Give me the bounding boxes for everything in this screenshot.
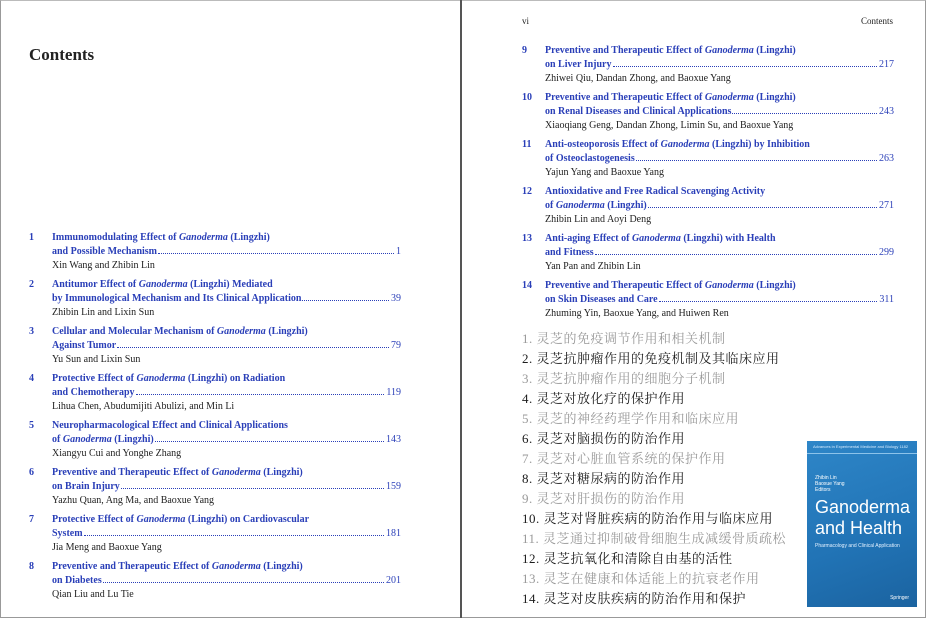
leader-dots bbox=[84, 535, 384, 536]
page-number[interactable]: 39 bbox=[391, 293, 401, 304]
chinese-chapter-title: 1. 灵芝的免疫调节作用和相关机制 bbox=[522, 331, 726, 346]
title-genus: Ganoderma bbox=[555, 200, 605, 211]
chapter-title-tail bbox=[52, 527, 83, 541]
chapter-title-last-line[interactable] bbox=[52, 292, 401, 306]
chapter-authors: Yan Pan and Zhibin Lin bbox=[545, 261, 641, 272]
chapter-title-tail bbox=[545, 58, 612, 72]
page-number[interactable]: 181 bbox=[386, 528, 401, 539]
title-text: (Lingzhi) bbox=[111, 434, 154, 445]
chapter-title-line[interactable] bbox=[52, 278, 401, 292]
page-number[interactable]: 271 bbox=[879, 200, 894, 211]
chapter-title-tail bbox=[545, 293, 658, 307]
title-text: (Lingzhi) with Health bbox=[680, 233, 776, 244]
title-text: on Renal Diseases and Clinical Applications bbox=[545, 106, 732, 117]
leader-dots bbox=[648, 207, 877, 208]
toc-entry-body bbox=[545, 44, 894, 86]
leader-dots bbox=[659, 301, 878, 302]
toc-entry-body bbox=[52, 325, 401, 367]
title-text: (Lingzhi) bbox=[227, 232, 270, 243]
title-genus: Ganoderma bbox=[211, 561, 261, 572]
title-text: by Immunological Mechanism and Its Clinical Application bbox=[52, 293, 302, 304]
chapter-title-last-line[interactable] bbox=[52, 433, 401, 447]
title-text: Preventive and Therapeutic Effect of bbox=[52, 467, 212, 478]
title-text: Preventive and Therapeutic Effect of bbox=[545, 45, 705, 56]
chapter-authors: Yazhu Quan, Ang Ma, and Baoxue Yang bbox=[52, 495, 215, 506]
title-text: and Fitness bbox=[545, 247, 594, 258]
page-number[interactable]: 299 bbox=[879, 247, 894, 258]
chinese-chapter-title: 8. 灵芝对糖尿病的防治作用 bbox=[522, 471, 686, 486]
chapter-title-tail bbox=[52, 292, 301, 306]
chapter-title-last-line[interactable] bbox=[52, 386, 401, 400]
cover-publisher: Springer bbox=[890, 595, 909, 601]
chapter-number: 10 bbox=[522, 92, 532, 103]
leader-dots bbox=[732, 113, 877, 114]
chapter-title-last-line[interactable] bbox=[545, 58, 894, 72]
chapter-title-last-line[interactable] bbox=[52, 574, 401, 588]
title-text: Neuropharmacological Effect and Clinical Applications bbox=[52, 420, 288, 431]
chapter-title-last-line[interactable] bbox=[545, 199, 894, 213]
chapter-authors: Xin Wang and Zhibin Lin bbox=[52, 260, 155, 271]
chapter-number: 9 bbox=[522, 45, 527, 56]
chinese-chapter-title: 13. 灵芝在健康和体适能上的抗衰老作用 bbox=[522, 571, 760, 586]
chapter-authors: Lihua Chen, Abudumijiti Abulizi, and Min Li bbox=[52, 401, 235, 412]
chapter-number: 6 bbox=[29, 467, 34, 478]
chapter-title-line[interactable] bbox=[52, 231, 401, 245]
title-text: on Diabetes bbox=[52, 575, 102, 586]
chapter-title-last-line[interactable] bbox=[52, 480, 401, 494]
leader-dots bbox=[136, 394, 385, 395]
chapter-title-tail bbox=[52, 433, 154, 447]
page-number[interactable]: 79 bbox=[391, 340, 401, 351]
chapter-title-last-line[interactable] bbox=[545, 152, 894, 166]
title-text: on Liver Injury bbox=[545, 59, 612, 70]
title-text: Cellular and Molecular Mechanism of bbox=[52, 326, 217, 337]
chapter-authors: Yu Sun and Lixin Sun bbox=[52, 354, 141, 365]
toc-entry-body bbox=[52, 466, 401, 508]
title-genus: Ganoderma bbox=[136, 514, 186, 525]
title-text: Anti-aging Effect of bbox=[545, 233, 632, 244]
chapter-title-tail bbox=[52, 574, 102, 588]
title-text: (Lingzhi) bbox=[260, 561, 303, 572]
page-number[interactable]: 311 bbox=[879, 294, 894, 305]
chinese-chapter-title: 14. 灵芝对皮肤疾病的防治作用和保护 bbox=[522, 591, 747, 606]
page-number[interactable]: 243 bbox=[879, 106, 894, 117]
leader-dots bbox=[121, 488, 384, 489]
chapter-number: 7 bbox=[29, 514, 34, 525]
toc-entry-body bbox=[545, 232, 894, 274]
chapter-title-last-line[interactable] bbox=[52, 339, 401, 353]
chapter-title-line[interactable] bbox=[52, 372, 401, 386]
title-text: of Osteoclastogenesis bbox=[545, 153, 635, 164]
chapter-authors: Xiaoqiang Geng, Dandan Zhong, Limin Su, and Baoxue Yang bbox=[545, 120, 794, 131]
chapter-number: 4 bbox=[29, 373, 34, 384]
chinese-chapter-title: 4. 灵芝对放化疗的保护作用 bbox=[522, 391, 686, 406]
title-genus: Ganoderma bbox=[62, 434, 112, 445]
chapter-authors: Zhuming Yin, Baoxue Yang, and Huiwen Ren bbox=[545, 308, 729, 319]
toc-entry-body bbox=[545, 138, 894, 180]
chapter-title-tail bbox=[545, 152, 635, 166]
book-cover-image bbox=[807, 441, 917, 607]
cover-title: Ganoderma and Health bbox=[815, 497, 911, 538]
title-genus: Ganoderma bbox=[138, 279, 188, 290]
title-text: Anti-osteoporosis Effect of bbox=[545, 139, 661, 150]
chinese-chapter-title: 7. 灵芝对心脏血管系统的保护作用 bbox=[522, 451, 726, 466]
leader-dots bbox=[117, 347, 389, 348]
toc-entry-body bbox=[545, 185, 894, 227]
title-text: on Brain Injury bbox=[52, 481, 120, 492]
chapter-number: 1 bbox=[29, 232, 34, 243]
title-text: Protective Effect of bbox=[52, 514, 137, 525]
title-text: Preventive and Therapeutic Effect of bbox=[545, 92, 705, 103]
chapter-authors: Xiangyu Cui and Yonghe Zhang bbox=[52, 448, 182, 459]
chapter-title-tail bbox=[52, 386, 135, 400]
chapter-title-tail bbox=[52, 245, 157, 259]
chinese-chapter-title: 3. 灵芝抗肿瘤作用的细胞分子机制 bbox=[522, 371, 726, 386]
title-genus: Ganoderma bbox=[704, 45, 754, 56]
chapter-title-last-line[interactable] bbox=[545, 293, 894, 307]
chapter-number: 5 bbox=[29, 420, 34, 431]
chapter-title-line[interactable] bbox=[52, 466, 401, 480]
leader-dots bbox=[158, 253, 394, 254]
chapter-authors: Zhiwei Qiu, Dandan Zhong, and Baoxue Yang bbox=[545, 73, 731, 84]
title-text: Antioxidative and Free Radical Scavenging Activity bbox=[545, 186, 766, 197]
chinese-chapter-title: 11. 灵芝通过抑制破骨细胞生成减缓骨质疏松 bbox=[522, 531, 787, 546]
chinese-chapter-title: 12. 灵芝抗氧化和清除自由基的活性 bbox=[522, 551, 733, 566]
chapter-number: 11 bbox=[522, 139, 532, 150]
toc-entry-body bbox=[545, 91, 894, 133]
running-head-page-number: vi bbox=[522, 16, 530, 26]
toc-entry-body bbox=[52, 278, 401, 320]
title-genus: Ganoderma bbox=[216, 326, 266, 337]
chapter-number: 3 bbox=[29, 326, 34, 337]
chapter-title-tail bbox=[545, 246, 594, 260]
page-number[interactable]: 263 bbox=[879, 153, 894, 164]
chapter-authors: Yajun Yang and Baoxue Yang bbox=[545, 167, 664, 178]
leader-dots bbox=[595, 254, 877, 255]
title-text: System bbox=[52, 528, 83, 539]
title-text: (Lingzhi) bbox=[260, 467, 303, 478]
page-number[interactable]: 201 bbox=[386, 575, 401, 586]
title-genus: Ganoderma bbox=[660, 139, 710, 150]
title-text: and Chemotherapy bbox=[52, 387, 135, 398]
chapter-title-tail bbox=[545, 199, 647, 213]
chapter-title-line[interactable] bbox=[52, 513, 401, 527]
title-text: of bbox=[545, 200, 556, 211]
chapter-number: 2 bbox=[29, 279, 34, 290]
page-number[interactable]: 217 bbox=[879, 59, 894, 70]
chinese-chapter-title: 6. 灵芝对脑损伤的防治作用 bbox=[522, 431, 686, 446]
chapter-title-line[interactable] bbox=[545, 91, 894, 105]
chapter-title-tail bbox=[52, 339, 116, 353]
leader-dots bbox=[613, 66, 878, 67]
chapter-title-line[interactable] bbox=[52, 325, 401, 339]
toc-entry-body bbox=[52, 372, 401, 414]
page-number[interactable]: 159 bbox=[386, 481, 401, 492]
chapter-title-last-line[interactable] bbox=[545, 246, 894, 260]
chapter-authors: Zhibin Lin and Lixin Sun bbox=[52, 307, 155, 318]
page-number[interactable]: 1 bbox=[396, 246, 401, 257]
chinese-chapter-title: 5. 灵芝的神经药理学作用和临床应用 bbox=[522, 411, 740, 426]
title-text: Preventive and Therapeutic Effect of bbox=[545, 280, 705, 291]
page-number[interactable]: 143 bbox=[386, 434, 401, 445]
title-text: of bbox=[52, 434, 63, 445]
chapter-title-line[interactable] bbox=[545, 185, 894, 199]
chapter-title-line[interactable] bbox=[545, 44, 894, 58]
chapter-number: 13 bbox=[522, 233, 532, 244]
chapter-title-line[interactable] bbox=[52, 560, 401, 574]
leader-dots bbox=[103, 582, 384, 583]
title-text: on Skin Diseases and Care bbox=[545, 294, 658, 305]
cover-subtitle: Pharmacology and Clinical Application bbox=[815, 543, 900, 549]
chapter-title-line[interactable] bbox=[545, 279, 894, 293]
toc-entry-body bbox=[52, 419, 401, 461]
chapter-authors: Zhibin Lin and Aoyi Deng bbox=[545, 214, 652, 225]
chapter-title-last-line[interactable] bbox=[52, 527, 401, 541]
title-text: (Lingzhi) on Radiation bbox=[185, 373, 286, 384]
title-text: (Lingzhi) bbox=[265, 326, 308, 337]
title-text: (Lingzhi) bbox=[753, 280, 796, 291]
cover-editors: Zhibin Lin Baoxue Yang Editors bbox=[815, 475, 845, 493]
title-genus: Ganoderma bbox=[631, 233, 681, 244]
toc-entry-body bbox=[52, 231, 401, 273]
chinese-chapter-title: 2. 灵芝抗肿瘤作用的免疫机制及其临床应用 bbox=[522, 351, 780, 366]
title-text: (Lingzhi) Mediated bbox=[187, 279, 273, 290]
leader-dots bbox=[155, 441, 384, 442]
chapter-title-last-line[interactable] bbox=[545, 105, 894, 119]
title-text: (Lingzhi) bbox=[604, 200, 647, 211]
title-text: (Lingzhi) on Cardiovascular bbox=[185, 514, 310, 525]
cover-series: Advances in Experimental Medicine and Biology 1182 bbox=[813, 444, 909, 449]
title-genus: Ganoderma bbox=[704, 92, 754, 103]
title-genus: Ganoderma bbox=[211, 467, 261, 478]
toc-entry-body bbox=[52, 513, 401, 555]
chapter-title-line[interactable] bbox=[545, 232, 894, 246]
chinese-chapter-title: 9. 灵芝对肝损伤的防治作用 bbox=[522, 491, 686, 506]
left-page bbox=[0, 0, 460, 618]
title-genus: Ganoderma bbox=[704, 280, 754, 291]
chapter-title-line[interactable] bbox=[545, 138, 894, 152]
chapter-title-last-line[interactable] bbox=[52, 245, 401, 259]
chapter-title-line[interactable] bbox=[52, 419, 401, 433]
chapter-authors: Qian Liu and Lu Tie bbox=[52, 589, 134, 600]
title-text: Antitumor Effect of bbox=[52, 279, 139, 290]
title-text: (Lingzhi) bbox=[753, 92, 796, 103]
leader-dots bbox=[636, 160, 877, 161]
title-text: (Lingzhi) by Inhibition bbox=[709, 139, 810, 150]
title-text: Immunomodulating Effect of bbox=[52, 232, 179, 243]
title-genus: Ganoderma bbox=[136, 373, 186, 384]
chapter-title-tail bbox=[545, 105, 731, 119]
page-number[interactable]: 119 bbox=[386, 387, 401, 398]
title-text: Preventive and Therapeutic Effect of bbox=[52, 561, 212, 572]
cover-band bbox=[807, 453, 917, 454]
chapter-number: 12 bbox=[522, 186, 532, 197]
title-text: Against Tumor bbox=[52, 340, 117, 351]
title-genus: Ganoderma bbox=[178, 232, 228, 243]
title-text: and Possible Mechanism bbox=[52, 246, 158, 257]
leader-dots bbox=[302, 300, 389, 301]
chapter-number: 8 bbox=[29, 561, 34, 572]
chapter-authors: Jia Meng and Baoxue Yang bbox=[52, 542, 162, 553]
chinese-chapter-title: 10. 灵芝对肾脏疾病的防治作用与临床应用 bbox=[522, 511, 774, 526]
toc-entry-body bbox=[545, 279, 894, 321]
chapter-title-tail bbox=[52, 480, 120, 494]
title-text: Protective Effect of bbox=[52, 373, 137, 384]
contents-heading: Contents bbox=[29, 45, 95, 64]
chapter-number: 14 bbox=[522, 280, 532, 291]
title-text: (Lingzhi) bbox=[753, 45, 796, 56]
toc-entry-body bbox=[52, 560, 401, 602]
running-head-title: Contents bbox=[860, 16, 893, 26]
